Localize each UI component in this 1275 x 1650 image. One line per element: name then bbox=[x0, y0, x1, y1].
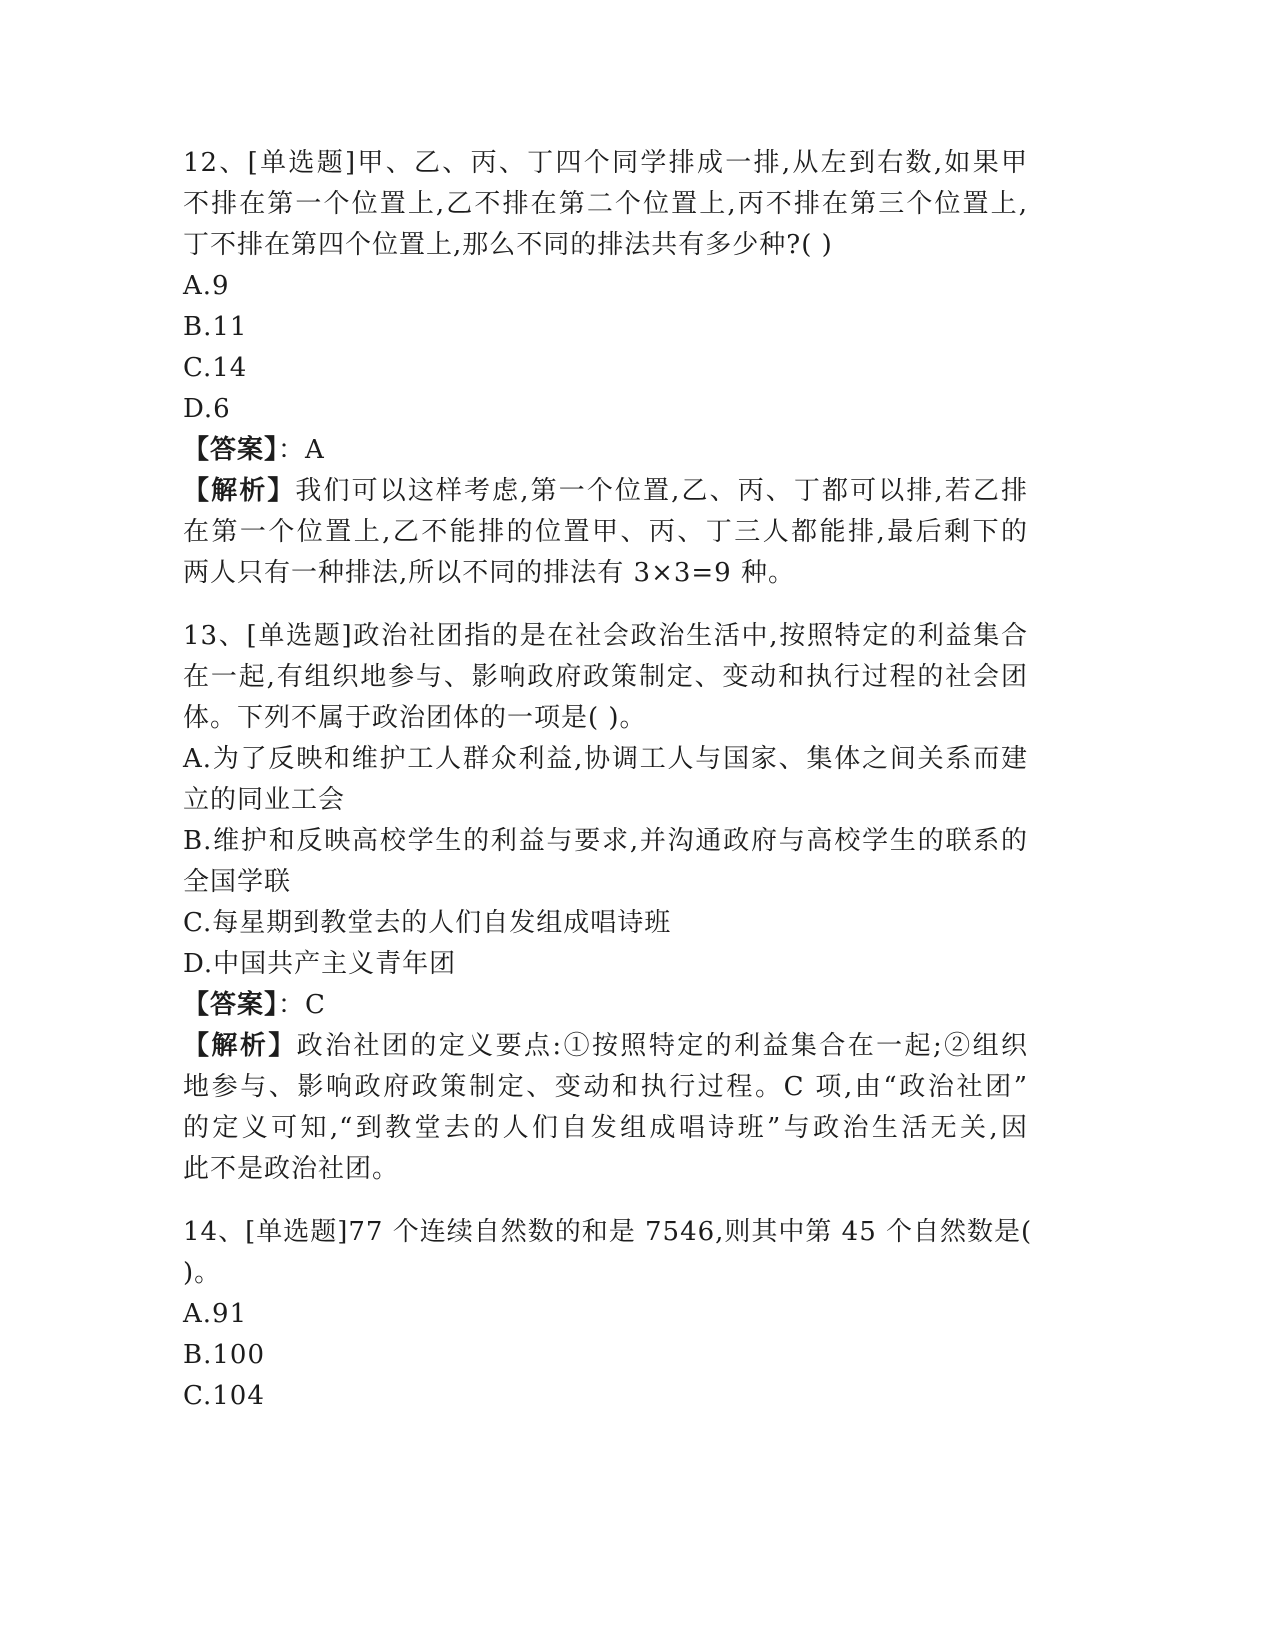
question-stem-line: 12、[单选题]甲、乙、丙、丁四个同学排成一排,从左到右数,如果甲 bbox=[183, 148, 1028, 178]
question-13 bbox=[183, 616, 1028, 1190]
analysis-text: 政治社团的定义要点:①按照特定的利益集合在一起;②组织 bbox=[296, 1031, 1028, 1061]
option-a-cont: 立的同业工会 bbox=[183, 785, 346, 815]
option-b: B.维护和反映高校学生的利益与要求,并沟通政府与高校学生的联系的 bbox=[183, 826, 1028, 856]
question-stem-line: )。 bbox=[183, 1258, 222, 1288]
option-d: D.中国共产主义青年团 bbox=[183, 949, 457, 979]
answer-value: A bbox=[305, 435, 325, 465]
option-c: C.14 bbox=[183, 353, 248, 383]
analysis-line bbox=[183, 1026, 1028, 1067]
option-a: A.91 bbox=[183, 1299, 248, 1329]
answer-label: 【答案】 bbox=[183, 435, 279, 465]
answer-value: C bbox=[305, 990, 326, 1020]
analysis-line: 此不是政治社团。 bbox=[183, 1154, 400, 1184]
option-b: B.11 bbox=[183, 312, 248, 342]
analysis-line: 在第一个位置上,乙不能排的位置甲、丙、丁三人都能排,最后剩下的 bbox=[183, 517, 1028, 547]
analysis-line: 两人只有一种排法,所以不同的排法有 3×3=9 种。 bbox=[183, 558, 795, 588]
option-a: A.9 bbox=[183, 271, 230, 301]
question-12 bbox=[183, 143, 1028, 594]
answer-label: 【答案】 bbox=[183, 990, 279, 1020]
analysis-label: 【解析】 bbox=[183, 476, 296, 506]
analysis-line: 的定义可知,“到教堂去的人们自发组成唱诗班”与政治生活无关,因 bbox=[183, 1113, 1028, 1143]
option-b: B.100 bbox=[183, 1340, 265, 1370]
question-stem-line: 不排在第一个位置上,乙不排在第二个位置上,丙不排在第三个位置上, bbox=[183, 189, 1028, 219]
option-d: D.6 bbox=[183, 394, 231, 424]
question-list bbox=[183, 143, 1033, 1417]
option-b-cont: 全国学联 bbox=[183, 867, 292, 897]
option-c: C.每星期到教堂去的人们自发组成唱诗班 bbox=[183, 908, 672, 938]
question-stem-line: 13、[单选题]政治社团指的是在社会政治生活中,按照特定的利益集合 bbox=[183, 621, 1028, 651]
answer-line bbox=[183, 985, 1028, 1026]
option-c: C.104 bbox=[183, 1381, 265, 1411]
option-a: A.为了反映和维护工人群众利益,协调工人与国家、集体之间关系而建 bbox=[183, 744, 1028, 774]
analysis-label: 【解析】 bbox=[183, 1031, 297, 1061]
analysis-line bbox=[183, 471, 1028, 512]
analysis-line: 地参与、影响政府政策制定、变动和执行过程。C 项,由“政治社团” bbox=[183, 1072, 1028, 1102]
answer-line bbox=[183, 430, 1028, 471]
answer-separator: ： bbox=[278, 435, 306, 465]
question-stem-line: 14、[单选题]77 个连续自然数的和是 7546,则其中第 45 个自然数是( bbox=[183, 1217, 1033, 1247]
analysis-text: 我们可以这样考虑,第一个位置,乙、丙、丁都可以排,若乙排 bbox=[295, 476, 1028, 506]
question-stem-line: 丁不排在第四个位置上,那么不同的排法共有多少种?( ) bbox=[183, 230, 833, 260]
answer-separator: ： bbox=[278, 990, 306, 1020]
question-14 bbox=[183, 1212, 1033, 1417]
question-stem-line: 体。下列不属于政治团体的一项是( )。 bbox=[183, 703, 647, 733]
question-stem-line: 在一起,有组织地参与、影响政府政策制定、变动和执行过程的社会团 bbox=[183, 662, 1028, 692]
